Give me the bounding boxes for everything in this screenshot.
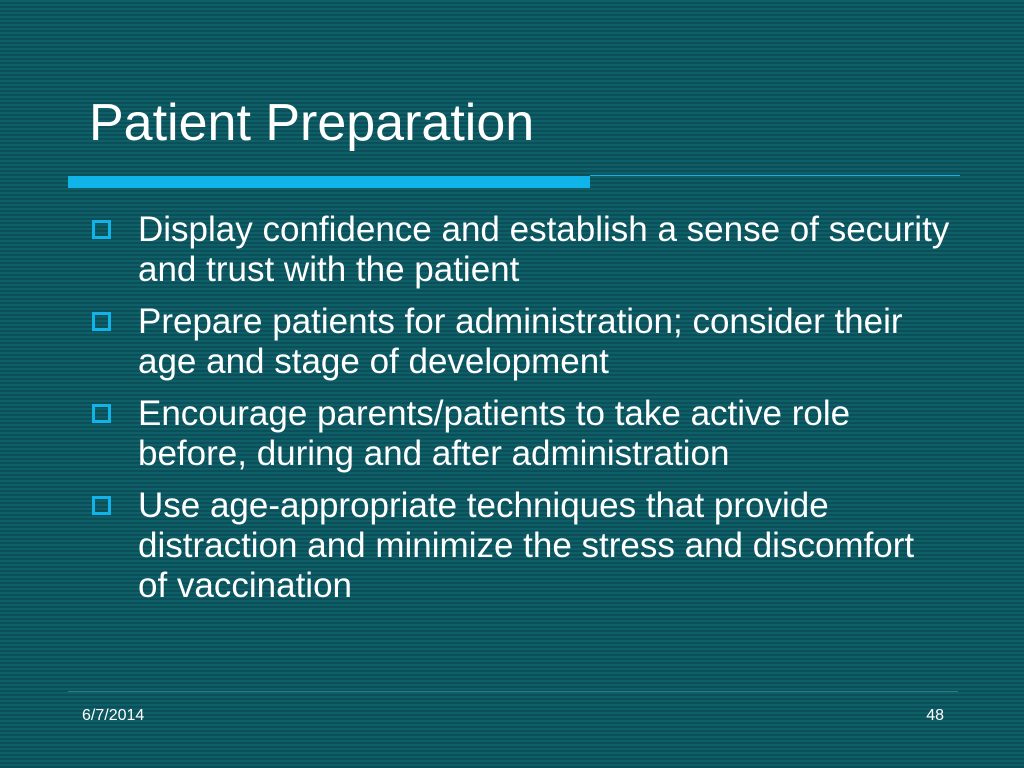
title-underline-thick xyxy=(68,176,590,188)
title-underline-thin xyxy=(590,175,960,176)
footer-date: 6/7/2014 xyxy=(82,707,145,724)
bullet-item xyxy=(90,302,950,382)
hollow-square-bullet-icon xyxy=(92,404,111,423)
bullet-item xyxy=(90,210,950,290)
hollow-square-bullet-icon xyxy=(92,496,111,515)
bullet-list xyxy=(90,210,950,618)
footer-divider xyxy=(68,691,958,692)
bullet-text: Prepare patients for administration; consider their age and stage of development xyxy=(138,302,903,381)
hollow-square-bullet-icon xyxy=(92,312,111,331)
page-number: 48 xyxy=(926,707,944,724)
slide-title: Patient Preparation xyxy=(89,94,535,152)
bullet-item xyxy=(90,486,950,606)
bullet-item xyxy=(90,394,950,474)
bullet-text: Encourage parents/patients to take active role before, during and after administration xyxy=(138,394,851,473)
bullet-text: Use age-appropriate techniques that provide distraction and minimize the stress and discomfort of vaccination xyxy=(138,486,915,605)
hollow-square-bullet-icon xyxy=(92,220,111,239)
bullet-text: Display confidence and establish a sense of security and trust with the patient xyxy=(138,210,950,289)
